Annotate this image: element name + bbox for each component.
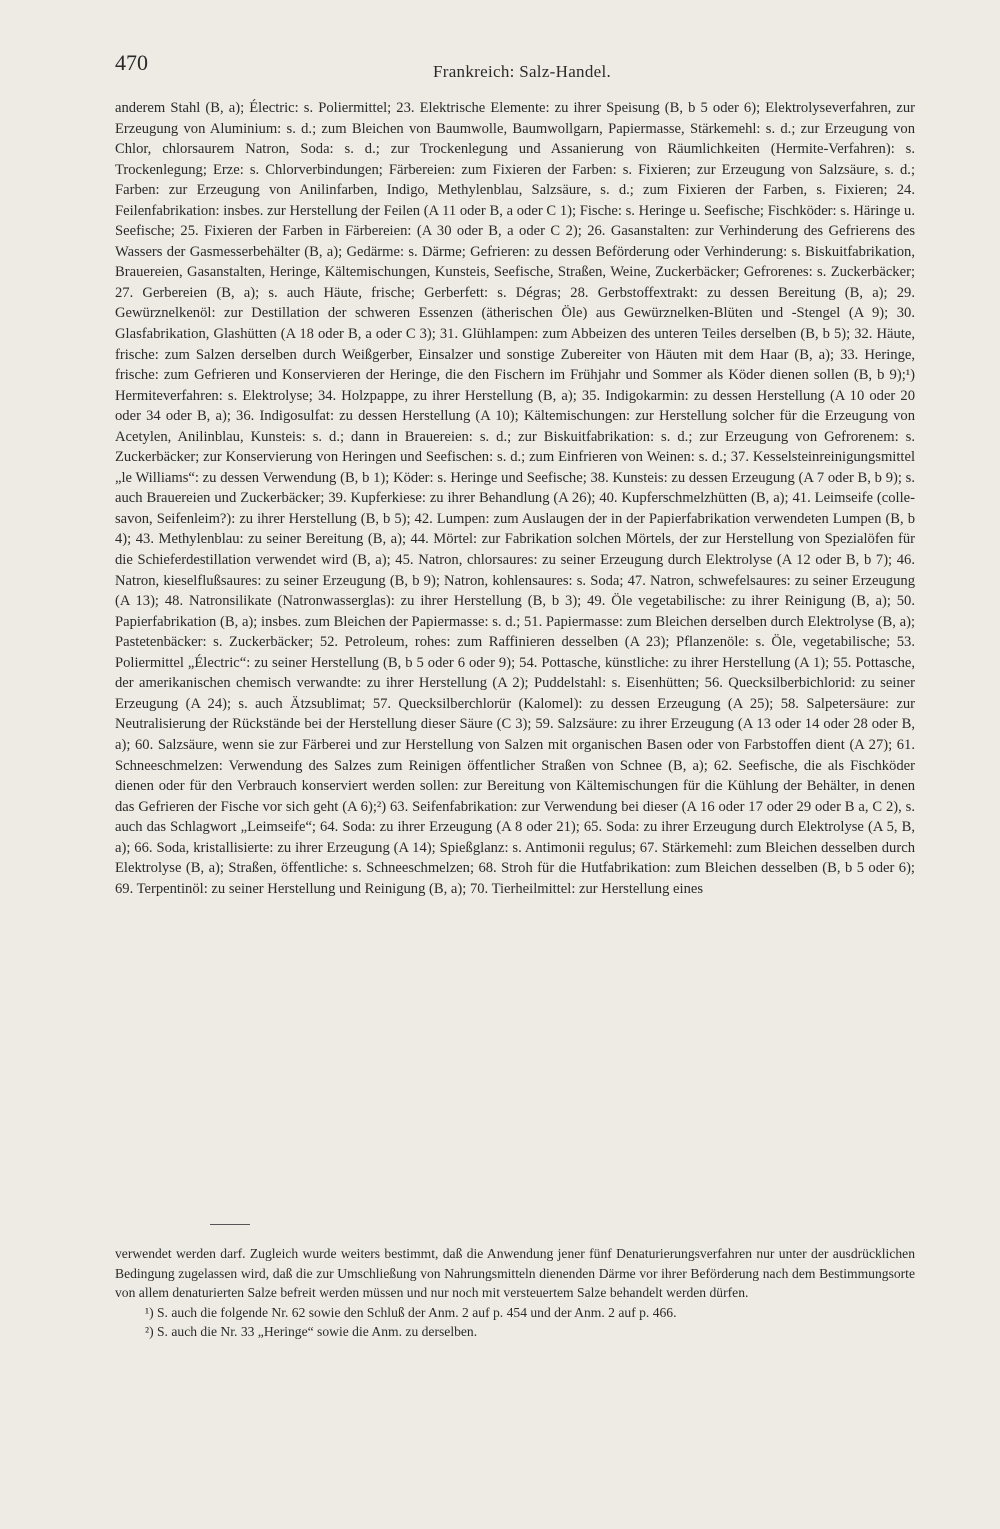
running-title: Frankreich: Salz-Handel.: [433, 62, 612, 81]
body-text: [115, 98, 915, 899]
footnotes: [115, 1244, 915, 1342]
page-header: [115, 50, 915, 90]
footnote-1: ¹) S. auch die folgende Nr. 62 sowie den Schluß der Anm. 2 auf p. 454 und der Anm. 2 auf p. 466.: [145, 1304, 677, 1320]
footnote-2: ²) S. auch die Nr. 33 „Heringe“ sowie die Anm. zu derselben.: [145, 1324, 478, 1340]
body-paragraph: anderem Stahl (B, a); Électric: s. Poliermittel; 23. Elektrische Elemente: zu ihrer Speisung (B, b 5 oder 6); Elektrolyseverfahren, zur Erzeugung von Aluminium: s. d.; zum Bleichen von Baumwolle, Baumwollgarn, Papiermasse, Stärkemehl: s. d.; zur Erzeugung von Chlor, chlorsaurem Natron, Soda: s. d.; zur Trockenlegung und Assanierung von Räumlichkeiten (Hermite-Verfahren): s. Trockenlegung; Erze: s. Chlorverbindungen; Färbereien: zum Fixieren der Farben: s. Fixieren; zur Erzeugung von Salzsäure, s. d.; Farben: zur Erzeugung von Anilinfarben, Indigo, Methylenblau, Salzsäure, s. d.; zum Fixieren der Farben, s. Fixieren; 24. Feilenfabrikation: insbes. zur Herstellung der Feilen (A 11 oder B, a oder C 1); Fische: s. Heringe u. Seefische; Fischköder: s. Häringe u. Seefische; 25. Fixieren der Farben in Färbereien: (A 30 oder B, a oder C 2); 26. Gasanstalten: zur Verhinderung des Gefrierens des Wassers der Gasmesserbehälter (B, a); Gedärme: s. Därme; Gefrieren: zu dessen Beförderung oder Verhinderung: s. Biskuitfabrikation, Brauereien, Gasanstalten, Heringe, Kältemischungen, Kunsteis, Seefische, Straßen, Weine, Zuckerbäcker; Gefrorenes: s. Zuckerbäcker; 27. Gerbereien (B, a); s. auch Häute, frische; Gerberfett: s. Dégras; 28. Gerbstoffextrakt: zu dessen Bereitung (B, a); 29. Gewürznelkenöl: zur Destillation der schweren Essenzen (ätherischen Öle) aus Gewürznelken-Blüten und -Stengel (A 9); 30. Glasfabrikation, Glashütten (A 18 oder B, a oder C 3); 31. Glühlampen: zum Abbeizen des unteren Teiles derselben (B, b 5); 32. Häute, frische: zum Salzen derselben durch Weißgerber, Einsalzer und sonstige Zubereiter von Häuten mit dem Haar (B, a); 33. Heringe, frische: zum Gefrieren und Konservieren der Heringe, die den Fischern im Frühjahr und Sommer als Köder dienen sollen (B, b 9);¹) Hermiteverfahren: s. Elektrolyse; 34. Holzpappe, zu ihrer Herstellung (B, a); 35. Indigokarmin: zu dessen Herstellung (A 10 oder 20 oder 34 oder B, a); 36. Indigosulfat: zu dessen Herstellung (A 10); Kältemischungen: zur Herstellung solcher für die Erzeugung von Acetylen, Anilinblau, Kunsteis: s. d.; dann in Brauereien: s. d.; zur Biskuitfabrikation: s. d.; zur Erzeugung von Gefrorenem: s. Zuckerbäcker; zur Konservierung von Heringen und Seefischen: s. d.; zum Einfrieren von Weinen: s. d.; 37. Kesselsteinreinigungsmittel „le Williams“: zu dessen Verwendung (B, b 1); Köder: s. Heringe und Seefische; 38. Kunsteis: zu dessen Erzeugung (A 7 oder B, b 9); s. auch Brauereien und Zuckerbäcker; 39. Kupferkiese: zu ihrer Behandlung (A 26); 40. Kupferschmelzhütten (B, a); 41. Leimseife (colle-savon, Seifenleim?): zu ihrer Herstellung (B, b 5); 42. Lumpen: zum Auslaugen der in der Papierfabrikation verwendeten Lumpen (B, b 4); 43. Methylenblau: zu seiner Bereitung (B, a); 44. Mörtel: zur Fabrikation solchen Mörtels, der zur Herstellung von Spezialöfen für die Schieferdestillation verwendet wird (B, a); 45. Natron, chlorsaures: zu seiner Erzeugung durch Elektrolyse (A 12 oder B, b 7); 46. Natron, kieselflußsaures: zu seiner Erzeugung (B, b 9); Natron, kohlensaures: s. Soda; 47. Natron, schwefelsaures: zu seiner Erzeugung (A 13); 48. Natronsilikate (Natronwasserglas): zu ihrer Herstellung (B, b 3); 49. Öle vegetabilische: zu ihrer Reinigung (B, a); 50. Papierfabrikation (B, a); insbes. zum Bleichen der Papiermasse: s. d.; 51. Papiermasse: zum Bleichen derselben durch Elektrolyse (B, a); Pastetenbäcker: s. Zuckerbäcker; 52. Petroleum, rohes: zum Raffinieren desselben (A 23); Pflanzenöle: s. Öle, vegetabilische; 53. Poliermittel „Électric“: zu seiner Herstellung (B, b 5 oder 6 oder 9); 54. Pottasche, künstliche: zu ihrer Herstellung (A 1); 55. Pottasche, der amerikanischen chemisch verwandte: zu ihrer Herstellung (A 2); Puddelstahl: s. Eisenhütten; 56. Quecksilberbichlorid: zu seiner Erzeugung (A 24); s. auch Ätzsublimat; 57. Quecksilberchlorür (Kalomel): zu dessen Erzeugung (A 25); 58. Salpetersäure: zur Neutralisierung der Rückstände bei der Herstellung dieser Säure (C 3); 59. Salzsäure: zu ihrer Erzeugung (A 13 oder 14 oder 28 oder B, a); 60. Salzsäure, wenn sie zur Färberei und zur Herstellung von Salzen mit organischen Basen oder von Farbstoffen dient (A 27); 61. Schneeschmelzen: Verwendung des Salzes zum Reinigen öffentlicher Straßen von Schnee (B, a); 62. Seefische, die als Fischköder dienen oder für den Verbrauch konserviert werden sollen: zur Bereitung von Kältemischungen für die Kühlung der Behälter, in denen das Gefrieren der Fische vor sich geht (A 6);²) 63. Seifenfabrikation: zur Verwendung bei dieser (A 16 oder 17 oder 29 oder B a, C 2), s. auch das Schlagwort „Leimseife“; 64. Soda: zu ihrer Erzeugung (A 8 oder 21); 65. Soda: zu ihrer Erzeugung durch Elektrolyse (A 5, B, a); 66. Soda, kristallisierte: zu ihrer Erzeugung (A 14); Spießglanz: s. Antimonii regulus; 67. Stärkemehl: zum Bleichen desselben durch Elektrolyse (B, a); Straßen, öffentliche: s. Schneeschmelzen; 68. Stroh für die Hutfabrikation: zum Bleichen desselben (B, b 5 oder 6); 69. Terpentinöl: zu seiner Herstellung und Reinigung (B, a); 70. Tierheilmittel: zur Herstellung eines: [115, 100, 915, 897]
footnote-continuation: verwendet werden darf. Zugleich wurde weiters bestimmt, daß die Anwendung jener fünf Denaturierungsverfahren nur unter der ausdrücklichen Bedingung zugelassen wird, daß die zur Umschließung von Nahrungsmitteln dienenden Därme vor ihrer Beförderung nach dem Bestimmungsorte von allem denaturierten Salze befreit werden müssen und nur noch mit versteuertem Salze behandelt werden dürfen.: [115, 1246, 915, 1301]
footnote-divider: [210, 1224, 250, 1225]
page-number: 470: [115, 50, 148, 75]
